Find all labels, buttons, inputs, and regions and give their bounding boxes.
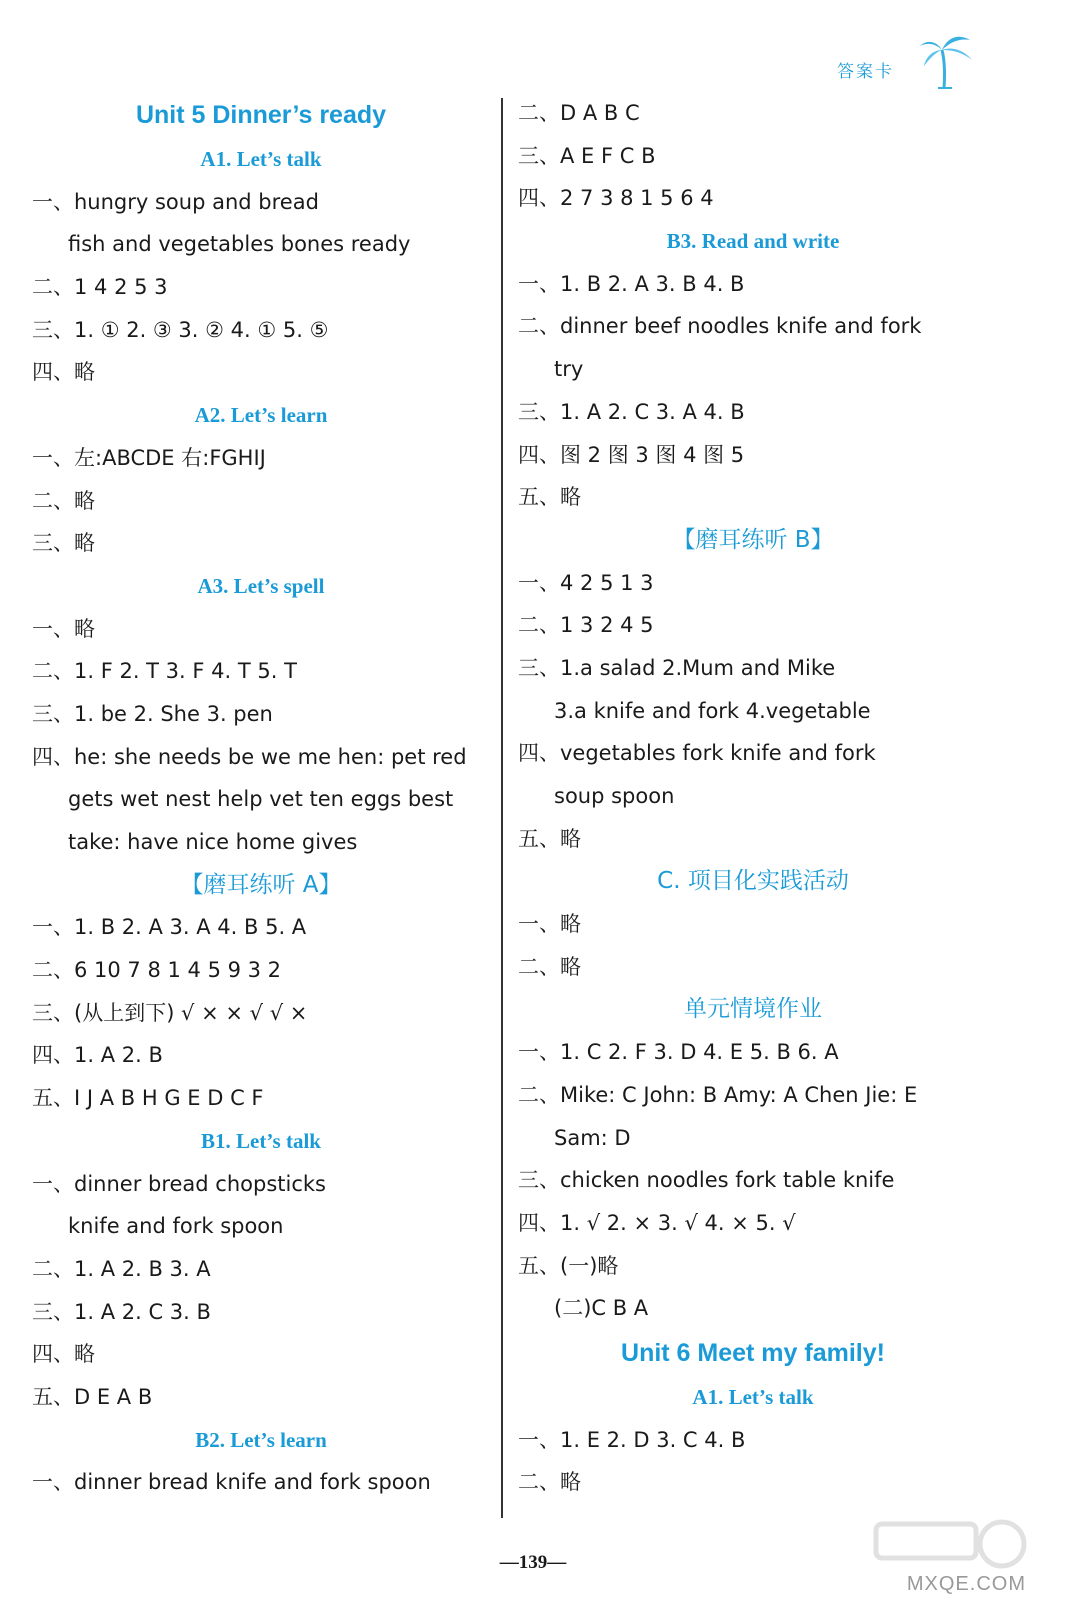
answer-line-continued: Sam: D: [554, 1125, 631, 1150]
answer-line-continued: (二)C B A: [554, 1296, 649, 1321]
answer-line: 一、略: [32, 616, 95, 641]
answer-line-continued: gets wet nest help vet ten eggs best: [68, 787, 454, 812]
answer-line: 四、vegetables fork knife and fork: [518, 741, 876, 766]
answer-line: 五、略: [518, 826, 581, 851]
answer-line: 四、he: she needs be we me hen: pet red: [32, 744, 467, 769]
answer-line: 一、左:ABCDE 右:FGHIJ: [32, 445, 266, 470]
answer-line-continued: soup spoon: [554, 784, 675, 808]
answer-line: 四、2 7 3 8 1 5 6 4: [518, 186, 714, 211]
answer-line: 二、1. F 2. T 3. F 4. T 5. T: [32, 659, 297, 684]
unit-heading: Unit 5 Dinner’s ready: [135, 101, 387, 129]
answer-line: 一、1. C 2. F 3. D 4. E 5. B 6. A: [518, 1040, 839, 1065]
section-heading: B1. Let’s talk: [201, 1128, 321, 1153]
page-number: —139—: [499, 1552, 567, 1573]
answer-line: 一、略: [518, 912, 581, 937]
answer-line: 五、(一)略: [518, 1253, 619, 1278]
answer-line: 二、dinner beef noodles knife and fork: [518, 314, 922, 339]
answer-line: 二、1 3 2 4 5: [518, 613, 654, 638]
answer-line: 三、1. be 2. She 3. pen: [32, 701, 273, 726]
watermark-text: MXQE.COM: [906, 1573, 1026, 1595]
answer-line: 二、略: [518, 954, 581, 979]
answer-line: 三、1. A 2. C 3. B: [32, 1299, 211, 1324]
section-heading: A1. Let’s talk: [200, 147, 322, 171]
unit-heading: Unit 6 Meet my family!: [621, 1338, 885, 1367]
column-divider: [501, 98, 503, 1518]
answer-line: 一、dinner bread chopsticks: [32, 1171, 326, 1196]
answer-line: 四、略: [32, 360, 95, 385]
answer-line: 四、略: [32, 1342, 95, 1367]
answer-line: 一、1. B 2. A 3. A 4. B 5. A: [32, 915, 307, 940]
answer-line: 三、1. A 2. C 3. A 4. B: [518, 399, 745, 424]
section-heading: 单元情境作业: [684, 996, 822, 1023]
answer-line-continued: 3.a knife and fork 4.vegetable: [554, 698, 871, 723]
answer-line-continued: take: have nice home gives: [68, 830, 358, 854]
answer-line: 三、1. ① 2. ③ 3. ② 4. ① 5. ⑤: [32, 317, 329, 342]
answer-line: 二、1. A 2. B 3. A: [32, 1256, 211, 1281]
palm-tree-icon: [918, 30, 974, 90]
answer-line: 一、dinner bread knife and fork spoon: [32, 1470, 431, 1495]
answer-line: 二、Mike: C John: B Amy: A Chen Jie: E: [518, 1082, 918, 1107]
answer-line: 一、1. B 2. A 3. B 4. B: [518, 271, 745, 296]
answer-line: 三、1.a salad 2.Mum and Mike: [518, 655, 836, 680]
answer-line: 三、chicken noodles fork table knife: [518, 1168, 895, 1193]
answer-line: 二、略: [518, 1470, 581, 1495]
answer-line: 一、hungry soup and bread: [32, 189, 319, 214]
right-column: [518, 92, 988, 1504]
answer-line: 五、略: [518, 485, 581, 510]
answer-line-continued: try: [554, 357, 584, 382]
section-heading: 【磨耳练听 A】: [180, 871, 342, 898]
answer-line: 二、D A B C: [518, 101, 640, 125]
section-heading: A3. Let’s spell: [197, 573, 325, 598]
answer-line: 二、略: [32, 488, 95, 513]
header-badge: [837, 30, 974, 90]
answer-line: 五、I J A B H G E D C F: [32, 1086, 264, 1111]
section-heading: A2. Let’s learn: [194, 403, 328, 428]
answer-line: 三、略: [32, 531, 95, 556]
answer-line: 一、1. E 2. D 3. C 4. B: [518, 1427, 746, 1452]
answer-card-label: 答案卡: [837, 61, 894, 82]
section-heading: A1. Let’s talk: [692, 1384, 814, 1409]
answer-line: 三、A E F C B: [518, 143, 656, 168]
answer-line: 一、4 2 5 1 3: [518, 570, 654, 595]
answer-line: 五、D E A B: [32, 1384, 153, 1409]
section-heading: 【磨耳练听 B】: [672, 526, 834, 553]
answer-line: 四、图 2 图 3 图 4 图 5: [518, 442, 745, 467]
left-column: [32, 92, 490, 1504]
answer-line: 四、1. √ 2. × 3. √ 4. × 5. √: [518, 1210, 796, 1235]
answer-line: 四、1. A 2. B: [32, 1043, 163, 1068]
section-heading: B2. Let’s learn: [195, 1427, 327, 1452]
answer-line: 二、1 4 2 5 3: [32, 275, 168, 300]
section-heading: C. 项目化实践活动: [657, 868, 849, 895]
answer-line: 三、(从上到下) √ × × √ √ ×: [32, 1000, 308, 1025]
answer-line-continued: fish and vegetables bones ready: [68, 232, 411, 257]
section-heading: B3. Read and write: [666, 229, 840, 254]
answer-line: 二、6 10 7 8 1 4 5 9 3 2: [32, 958, 282, 983]
answer-line-continued: knife and fork spoon: [68, 1214, 284, 1239]
